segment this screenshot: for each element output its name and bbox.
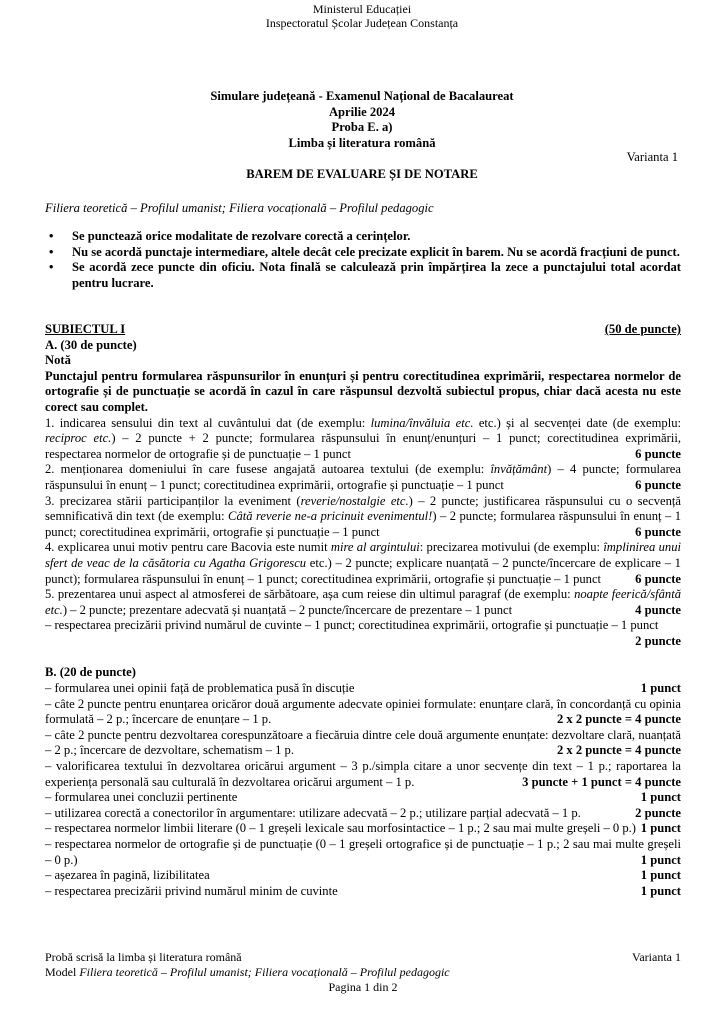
exam-titles xyxy=(0,89,724,151)
subject-points: (50 de puncte) xyxy=(604,322,681,336)
exam-subject: Limba și literatura română xyxy=(288,135,436,150)
footer-model: Model xyxy=(45,965,77,979)
criterion-text: ) – 2 puncte; justificarea răspunsului cu o secvență semnificativă din text (de exemplu: xyxy=(45,493,681,524)
page-header xyxy=(0,2,724,30)
criterion-text: – utilizarea corectă a conectorilor în argumentare: utilizare adecvată – 2 p.; utilizare parțial adecvată – 1 p. xyxy=(45,805,581,820)
note-text: Punctajul pentru formularea răspunsurilor în enunțuri și pentru corectitudinea exprimării, respectarea normelor de ortografie și de punctuație se acordă în cazul în care răspunsul dezvoltă subiectul propus, chiar dacă acesta nu este corect sau complet. xyxy=(45,368,681,414)
item-points: 6 puncte xyxy=(635,571,681,586)
item-points: 2 puncte xyxy=(635,805,681,820)
scoring-item xyxy=(45,728,681,759)
inspectorate-name: Inspectoratul Școlar Județean Constanța xyxy=(265,16,459,30)
scoring-item xyxy=(45,540,681,587)
item-points: 6 puncte xyxy=(635,446,681,461)
part-b-items xyxy=(45,681,681,899)
example-text: reciproc etc. xyxy=(45,431,112,446)
scoring-item xyxy=(45,868,681,884)
part-a-title: A. (30 de puncte) xyxy=(45,337,137,352)
item-points: 1 punct xyxy=(640,790,681,805)
example-text: mire al argintului xyxy=(330,540,420,555)
footer-filiera: Filiera teoretică – Profilul umanist; Filiera vocațională – Profilul pedagogic xyxy=(79,965,450,979)
document-title: BAREM DE EVALUARE ȘI DE NOTARE xyxy=(246,167,478,181)
rule-item: • Nu se acordă punctaje intermediare, altele decât cele precizate explicit în barem. Nu se acordă fracțiuni de punct. xyxy=(45,245,681,261)
scoring-item xyxy=(45,462,681,493)
criterion-text: 4. explicarea unui motiv pentru care Bacovia este numit xyxy=(45,540,331,555)
example-text: lumina/învăluia etc. xyxy=(370,415,474,430)
criterion-text: – câte 2 puncte pentru dezvoltarea corespunzătoare a fiecăruia dintre cele două argumente enunțate: dezvoltare clară, nuanțată – 2 p.; încercare de dezvoltare, schematism – 1 p. xyxy=(45,727,681,758)
criterion-text: etc.) – 2 puncte; explicare nuanțată – 2 puncte/încercare de explicare – 1 punct); formularea răspunsului în enunț – 1 punct; corectitudinea exprimării, ortografie și punctuație – 1 punct xyxy=(45,555,681,586)
criterion-text: etc.) și al secvenței date (de exemplu: xyxy=(473,415,681,430)
criterion-text: – respectarea normelor de ortografie și de punctuație (0 – 1 greșeli ortografice și de punctuație – 1 p.; 2 sau mai multe greșeli – 0 p.) xyxy=(45,837,681,867)
criterion-text: ) – 2 puncte; prezentare adecvată și nuanțată – 2 puncte/încercare de prezentare – 1 punct xyxy=(62,602,513,617)
item-points: 1 punct xyxy=(640,868,681,883)
criterion-text: – formularea unei opinii față de problematica pusă în discuție xyxy=(45,681,355,696)
scoring-item xyxy=(45,806,681,822)
footer-line-2 xyxy=(45,965,681,980)
criterion-text: 1. indicarea sensului din text al cuvântului dat (de exemplu: xyxy=(45,415,371,430)
subject-title: SUBIECTUL I xyxy=(45,322,126,336)
scoring-item xyxy=(45,681,681,697)
criterion-text: 5. prezentarea unui aspect al atmosferei de sărbătoare, așa cum reiese din ultimul paragraf (de exemplu: xyxy=(45,587,575,602)
subject-heading xyxy=(45,322,681,338)
criterion-text: 2. menționarea domeniului în care fusese angajată autoarea textului (de exemplu: xyxy=(45,462,491,477)
criterion-text: – respectarea precizării privind numărul de cuvinte – 1 punct; corectitudinea exprimării, ortografie și punctuație – 1 punct xyxy=(45,618,659,633)
item-points: 2 x 2 puncte = 4 puncte xyxy=(556,743,681,758)
criterion-text: – respectarea precizării privind numărul minim de cuvinte xyxy=(45,883,338,898)
criterion-text: ) – 2 puncte + 2 puncte; formularea răspunsului în enunț/enunțuri – 1 punct; corectitudinea exprimării, respectarea normelor de ortografie și de punctuație – 1 punct xyxy=(45,431,681,461)
exam-proba: Proba E. a) xyxy=(331,120,393,134)
example-text: învățământ xyxy=(490,462,548,477)
item-points: 1 punct xyxy=(640,883,681,898)
scoring-item xyxy=(45,759,681,790)
item-points: 1 punct xyxy=(640,821,681,836)
example-text: reverie/nostalgie etc. xyxy=(300,493,409,508)
criterion-text: : precizarea motivului (de exemplu: xyxy=(419,540,604,555)
item-points: 4 puncte xyxy=(635,602,681,617)
scoring-item xyxy=(45,587,681,618)
item-points: 6 puncte xyxy=(635,477,681,492)
scoring-item xyxy=(45,618,681,648)
footer-page: Pagina 1 din 2 xyxy=(328,980,398,994)
filiera-line: Filiera teoretică – Profilul umanist; Filiera vocațională – Profilul pedagogic xyxy=(45,201,434,215)
example-text: noapte feerică/sfântă etc. xyxy=(45,587,681,617)
footer-variant: Varianta 1 xyxy=(632,950,681,964)
item-points: 1 punct xyxy=(640,681,681,696)
note-title: Notă xyxy=(45,353,71,368)
rule-item: • Se acordă zece puncte din oficiu. Nota finală se calculează prin împărțirea la zece a punctajului total acordat pentru lucrare. xyxy=(45,260,681,291)
ministry-name: Ministerul Educației xyxy=(312,2,412,16)
criterion-text: ) – 4 puncte; formularea răspunsului în enunț – 1 punct; corectitudinea exprimării, ortografie și punctuație – 1 punct xyxy=(45,462,681,492)
criterion-text: – formularea unei concluzii pertinente xyxy=(45,790,238,805)
footer-exam: Probă scrisă la limba și literatura română xyxy=(45,950,242,964)
criterion-text: – respectarea normelor limbii literare (0 – 1 greșeli lexicale sau morfosintactice – 1 p.; 2 sau mai multe greșeli – 0 p.) xyxy=(45,821,637,836)
exam-date: Aprilie 2024 xyxy=(328,104,396,119)
example-text: Câtă reverie ne-a pricinuit evenimentul! xyxy=(228,509,433,524)
exam-title: Simulare județeană - Examenul Național de Bacalaureat xyxy=(210,89,514,103)
scoring-item xyxy=(45,697,681,728)
scoring-item xyxy=(45,494,681,541)
criterion-text: ) – 2 puncte; formularea răspunsului în enunț – 1 punct; corectitudinea exprimării, ortografie și punctuație – 1 punct xyxy=(45,509,681,539)
footer-line-1 xyxy=(45,950,681,965)
item-points: 2 puncte xyxy=(635,633,681,648)
scoring-item xyxy=(45,884,681,900)
scoring-item xyxy=(45,790,681,806)
part-b-title: B. (20 de puncte) xyxy=(45,665,136,680)
criterion-text: – câte 2 puncte pentru enunțarea oricăror două argumente adecvate opiniei formulate: enunțare clară, în concordanță cu opinia formulată – 2 p.; încercare de enunțare – 1 p. xyxy=(45,696,681,727)
item-points: 6 puncte xyxy=(635,524,681,539)
criterion-text: – așezarea în pagină, lizibilitatea xyxy=(45,868,210,883)
scoring-item xyxy=(45,416,681,463)
item-points: 1 punct xyxy=(640,852,681,867)
scoring-item xyxy=(45,837,681,868)
variant-label: Varianta 1 xyxy=(626,150,678,164)
rule-item: • Se punctează orice modalitate de rezolvare corectă a cerințelor. xyxy=(45,229,681,245)
general-rules xyxy=(45,229,681,291)
main-content xyxy=(45,322,681,899)
scoring-item xyxy=(45,821,681,837)
criterion-text: 3. precizarea stării participanților la eveniment ( xyxy=(45,493,301,508)
item-points: 2 x 2 puncte = 4 puncte xyxy=(556,712,681,727)
part-a-items xyxy=(45,416,681,650)
example-text: împlinirea unui sfert de veac de la căsătoria cu Agatha Grigorescu xyxy=(45,540,681,570)
item-points: 3 puncte + 1 punct = 4 puncte xyxy=(522,774,681,789)
criterion-text: – valorificarea textului în dezvoltarea oricărui argument – 3 p./simpla citare a unor secvențe din text – 1 p.; raportarea la experiența personală sau culturală în dezvoltarea oricărui argument – 1 p. xyxy=(45,759,681,789)
